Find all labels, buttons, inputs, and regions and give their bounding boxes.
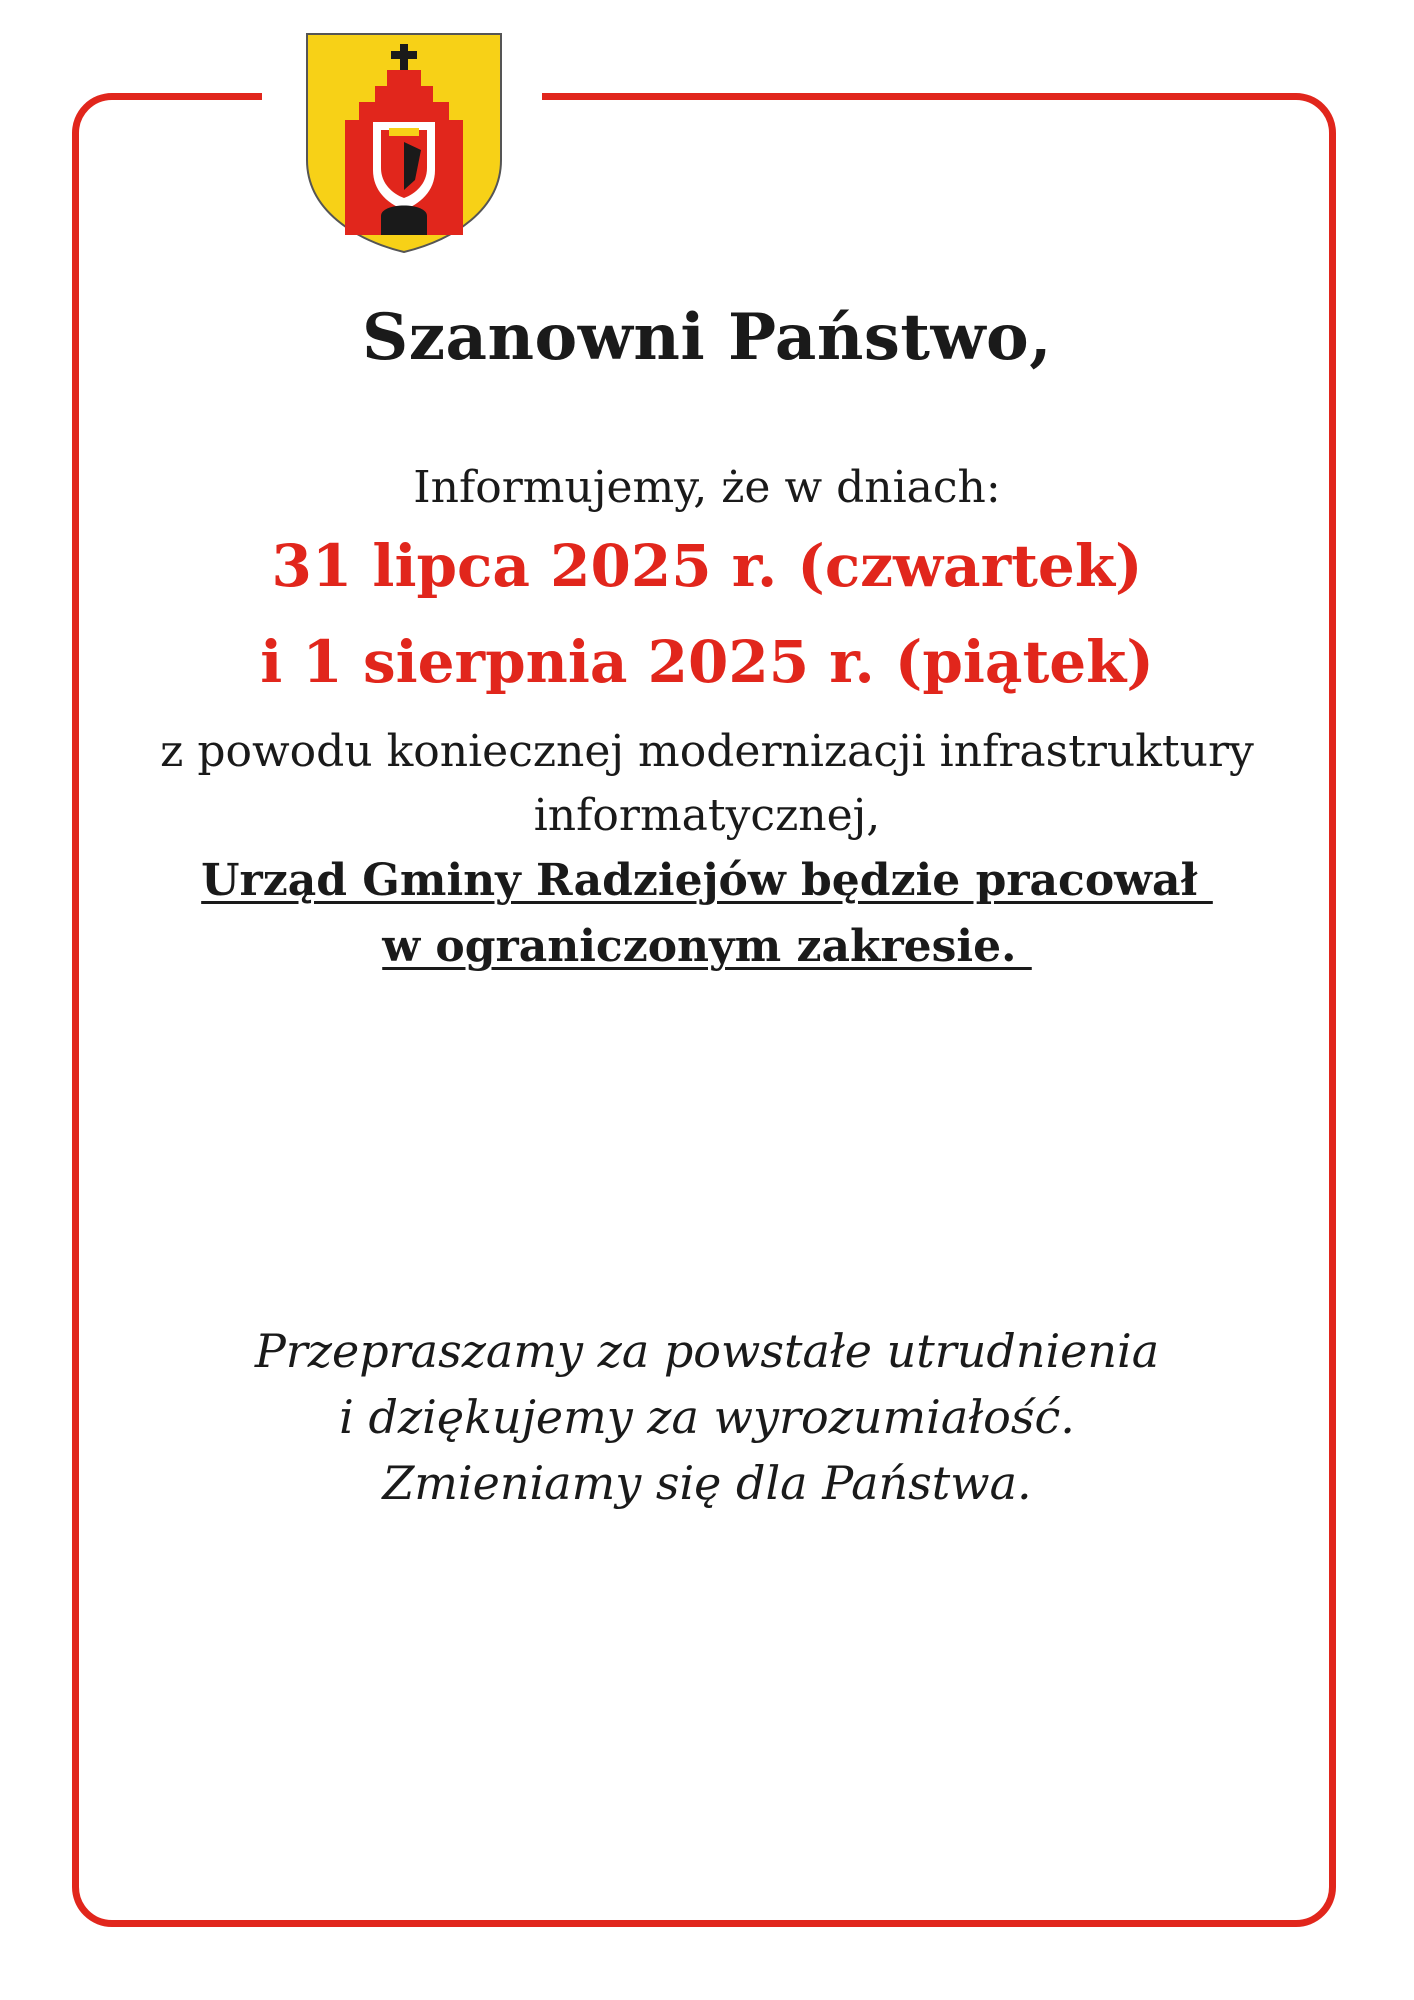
notice-line-2: w ograniczonym zakresie. (382, 921, 1032, 972)
reason-line-2: informatycznej, (533, 790, 881, 841)
closing-line-2: i dziękujemy za wyrozumiałość. (339, 1390, 1075, 1444)
notice-line-1: Urząd Gminy Radziejów będzie pracował (201, 855, 1213, 906)
coat-of-arms-icon (303, 30, 505, 254)
reason-text (0, 720, 1414, 848)
closing-line-3: Zmieniamy się dla Państwa. (382, 1456, 1032, 1510)
date-line-2: i 1 sierpnia 2025 r. (piątek) (260, 628, 1154, 696)
closing-line-1: Przepraszamy za powstałe utrudnienia (254, 1324, 1160, 1378)
intro-text: Informujemy, że w dniach: (413, 462, 1001, 513)
notice-text (0, 848, 1414, 980)
greeting-heading: Szanowni Państwo, (361, 300, 1053, 375)
reason-line-1: z powodu koniecznej modernizacji infrastruktury (160, 726, 1254, 777)
date-line-1: 31 lipca 2025 r. (czwartek) (271, 532, 1143, 600)
closing-text (0, 1318, 1414, 1516)
